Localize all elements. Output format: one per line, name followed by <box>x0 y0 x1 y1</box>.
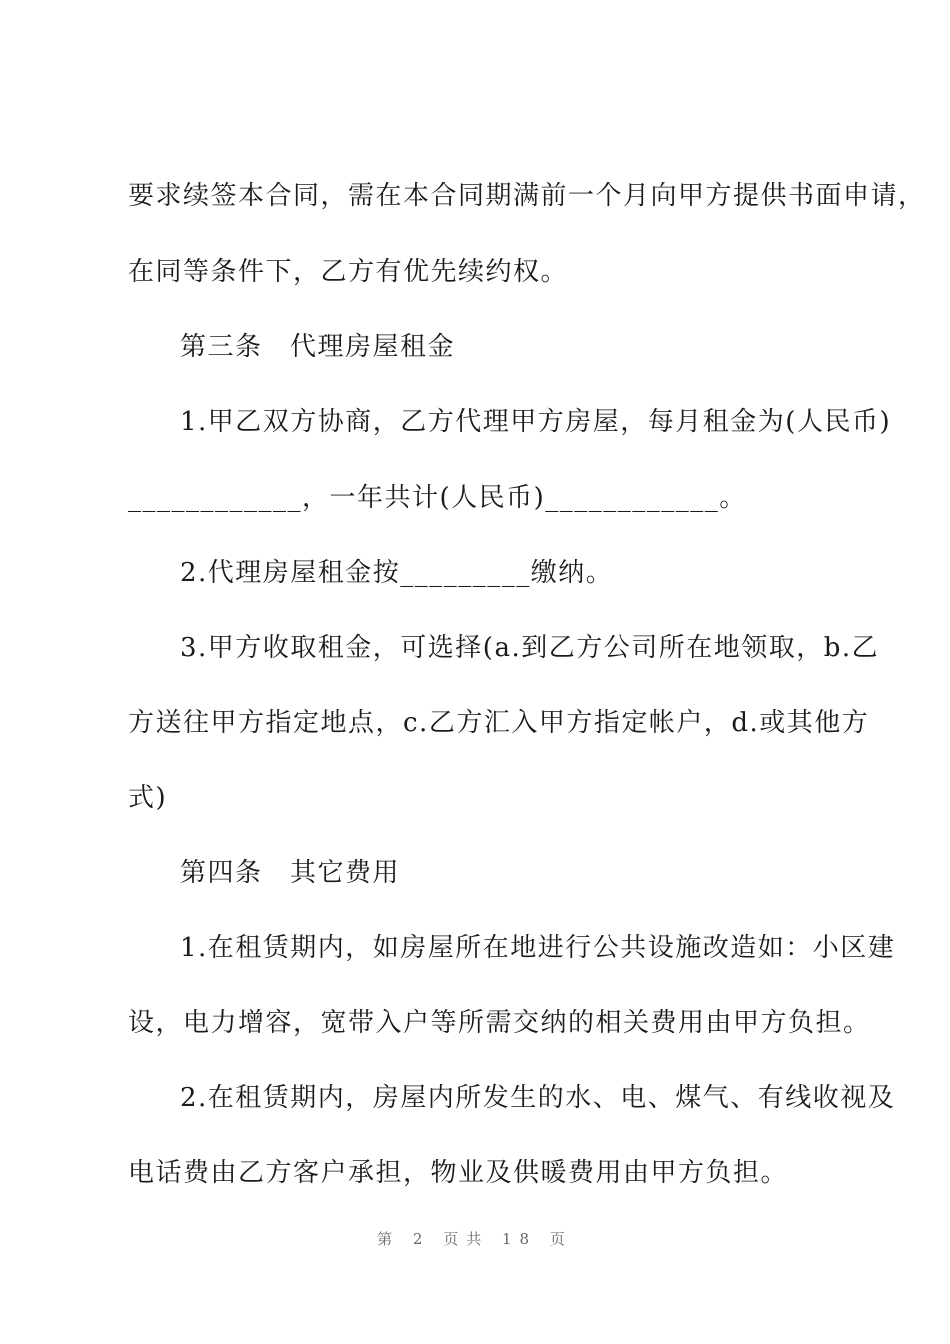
body-line: 设，电力增容，宽带入户等所需交纳的相关费用由甲方负担。 <box>128 1008 871 1038</box>
article-heading: 第四条 其它费用 <box>180 858 401 888</box>
clause-line: 3.甲方收取租金，可选择(a.到乙方公司所在地领取，b.乙 <box>180 633 880 663</box>
body-line: 电话费由乙方客户承担，物业及供暖费用由甲方负担。 <box>128 1158 789 1188</box>
article-heading: 第三条 代理房屋租金 <box>180 332 456 362</box>
clause-line: 2.代理房屋租金按_________缴纳。 <box>180 558 614 588</box>
clause-line: 2.在租赁期内，房屋内所发生的水、电、煤气、有线收视及 <box>180 1083 896 1113</box>
body-line: ____________，一年共计(人民币)____________。 <box>128 483 747 513</box>
body-line: 要求续签本合同，需在本合同期满前一个月向甲方提供书面申请， <box>128 181 926 211</box>
body-line: 式) <box>128 783 168 813</box>
body-line: 方送往甲方指定地点，c.乙方汇入甲方指定帐户，d.或其他方 <box>128 708 870 738</box>
body-line: 在同等条件下，乙方有优先续约权。 <box>128 257 569 287</box>
clause-line: 1.在租赁期内，如房屋所在地进行公共设施改造如：小区建 <box>180 933 896 963</box>
page-number-footer: 第 2 页共 18 页 <box>377 1230 573 1248</box>
clause-line: 1.甲乙双方协商，乙方代理甲方房屋，每月租金为(人民币) <box>180 407 892 437</box>
